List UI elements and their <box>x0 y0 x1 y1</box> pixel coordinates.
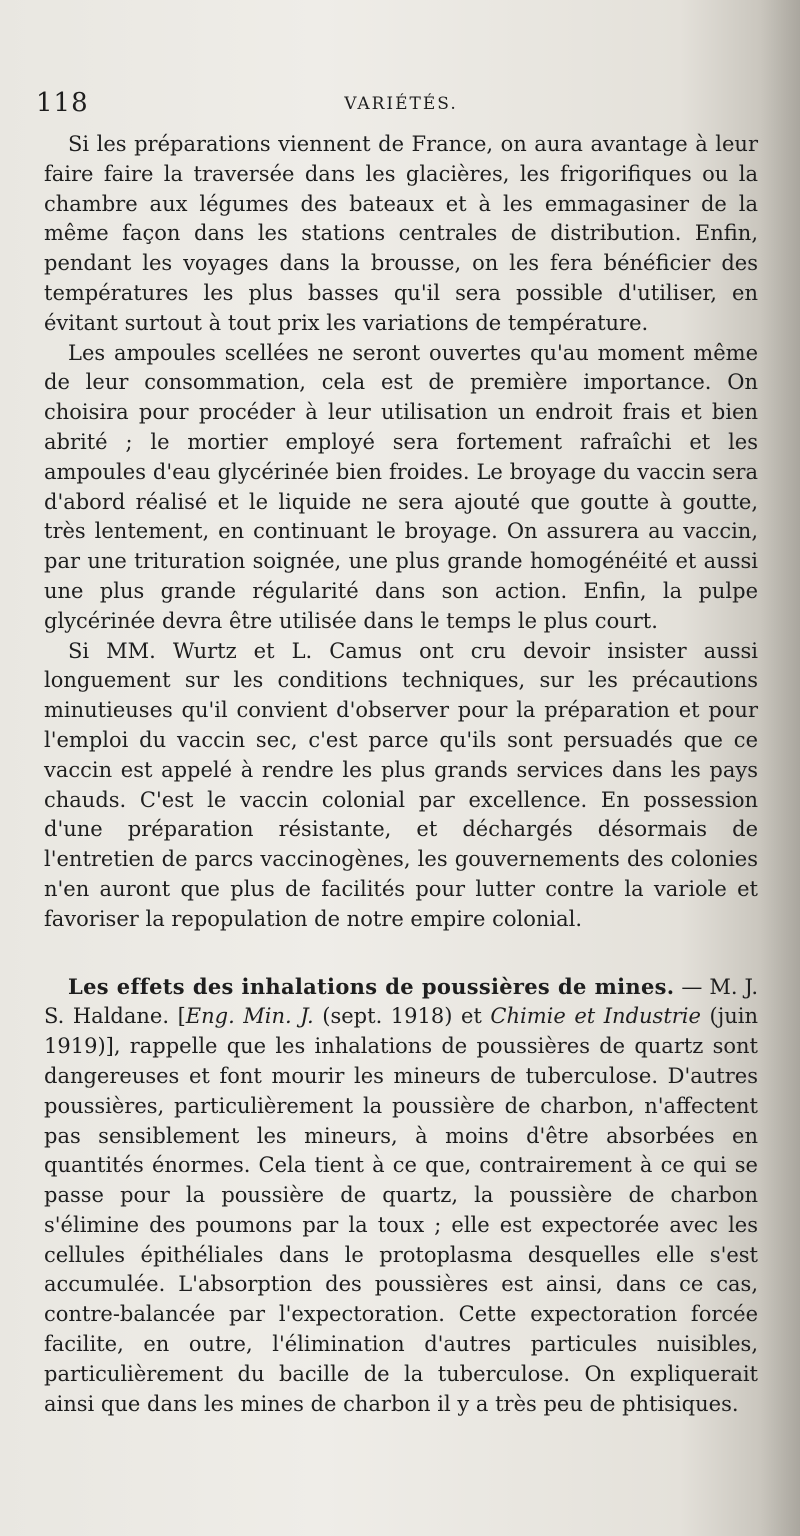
section-author: — M. J. S. Haldane. [ <box>44 974 758 1029</box>
paragraph-wurtz-camus: Si MM. Wurtz et L. Camus ont cru devoir insister aussi longuement sur les conditions techniques, sur les précautions minutieuses qu'il convient d'observer pour la préparation et pour l'emploi du vaccin sec, c'est parce qu'ils sont persuadés que ce vaccin est appelé à rendre les plus grands services dans les pays chauds. C'est le vaccin colonial par excellence. En possession d'une préparation résistante, et déchargés désormais de l'entretien de parcs vaccinogènes, les gouvernements des colonies n'en auront que plus de facilités pour lutter contre la variole et favoriser la repopulation de notre empire colonial. <box>44 638 758 931</box>
source-journal-1: Eng. Min. J. <box>185 1004 314 1029</box>
section-title: Les effets des inhalations de poussières de mines. <box>68 973 675 999</box>
paragraph-ampoules: Les ampoules scellées ne seront ouvertes qu'au moment même de leur consommation, cela est de première importance. On choisira pour procéder à leur utilisation un endroit frais et bien abrité ; le mortier employé sera fortement rafraîchi et les ampoules d'eau glycérinée bien froides. Le broyage du vaccin sera d'abord réalisé et le liquide ne sera ajouté que goutte à goutte, très lentement, en continuant le broyage. On assurera au vaccin, par une trituration soignée, une plus grande homogénéité et aussi une plus grande régularité dans son action. Enfin, la pulpe glycérinée devra être utilisée dans le temps le plus court. <box>44 340 758 633</box>
page-gutter-shadow <box>760 0 800 1536</box>
section-body: (juin 1919)], rappelle que les inhalations de poussières de quartz sont dangereuses et font mourir les mineurs de tuberculose. D'autres poussières, particulièrement la poussière de charbon, n'affectent pas sensiblement les mineurs, à moins d'être absorbées en quantités énormes. Cela tient à ce que, contrairement à ce qui se passe pour la poussière de quartz, la poussière de charbon s'élimine des poumons par la toux ; elle est expectorée avec les cellules épithéliales dans le protoplasma desquelles elle s'est accumulée. L'absorption des poussières est ainsi, dans ce cas, contre-balancée par l'expectoration. Cette expectoration forcée facilite, en outre, l'élimination d'autres particules nuisibles, particulièrement du bacille de la tuberculose. On expliquerait ainsi que dans les mines de charbon il y a très peu de phtisiques. <box>44 1004 758 1416</box>
source-journal-2: Chimie et Industrie <box>490 1004 701 1029</box>
section-spacer <box>44 935 758 972</box>
page-number: 118 <box>36 88 89 118</box>
running-title: VARIÉTÉS. <box>344 94 458 114</box>
section-paragraph-dust-inhalation <box>44 972 758 1420</box>
page-header <box>36 88 758 122</box>
paragraph-preparations: Si les préparations viennent de France, on aura avantage à leur faire faire la traversée dans les glacières, les frigorifiques ou la chambre aux légumes des bateaux et à les emmagasiner de la même façon dans les stations centrales de distribution. Enfin, pendant les voyages dans la brousse, on les fera bénéficier des températures les plus basses qu'il sera possible d'utiliser, en évitant surtout à tout prix les variations de température. <box>44 132 758 335</box>
source-date-1: (sept. 1918) et <box>313 1004 491 1029</box>
